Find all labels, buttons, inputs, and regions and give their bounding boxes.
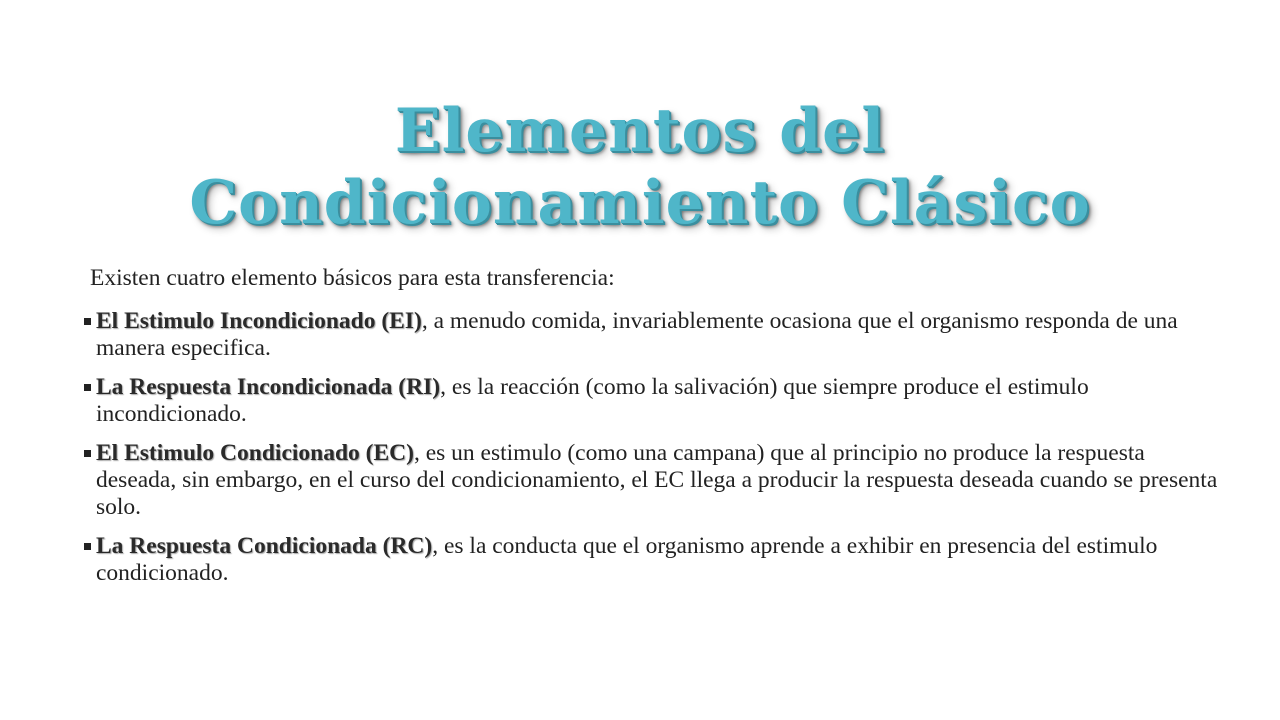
bullet-text (96, 308, 1220, 362)
bullet-description: , es un estimulo (como una campana) que al principio no produce la respuesta deseada, sin embargo, en el curso del condicionamiento, el EC llega a producir la respuesta deseada cuando se presenta solo. (96, 440, 1218, 520)
slide-title (0, 95, 1280, 239)
intro-text: Existen cuatro elemento básicos para esta transferencia: (90, 265, 615, 291)
bullet-description: , es la conducta que el organismo aprende a exhibir en presencia del estimulo condicionado. (96, 533, 1158, 586)
bullet-item-rc (80, 533, 1220, 587)
slide-body (80, 262, 1220, 599)
bullet-item-ri (80, 374, 1220, 428)
square-bullet-icon (80, 450, 96, 521)
bullet-text (96, 440, 1220, 521)
slide-title-line-1: Elementos del (394, 96, 886, 167)
bullet-description: , a menudo comida, invariablemente ocasiona que el organismo responda de una manera especifica. (96, 308, 1178, 361)
bullet-term: La Respuesta Incondicionada (RI) (96, 374, 441, 400)
bullet-term: El Estimulo Condicionado (EC) (96, 440, 414, 466)
square-bullet-icon (80, 384, 96, 428)
bullet-text (96, 533, 1220, 587)
bullet-item-ec (80, 440, 1220, 521)
bullet-text (96, 374, 1220, 428)
bullet-term: La Respuesta Condicionada (RC) (96, 533, 433, 559)
square-bullet-icon (80, 318, 96, 362)
bullet-item-ei (80, 308, 1220, 362)
slide-title-line-2: Condicionamiento Clásico (189, 168, 1091, 239)
bullet-description: , es la reacción (como la salivación) que siempre produce el estimulo incondicionado. (96, 374, 1089, 427)
bullet-term: El Estimulo Incondicionado (EI) (96, 308, 422, 334)
square-bullet-icon (80, 543, 96, 587)
